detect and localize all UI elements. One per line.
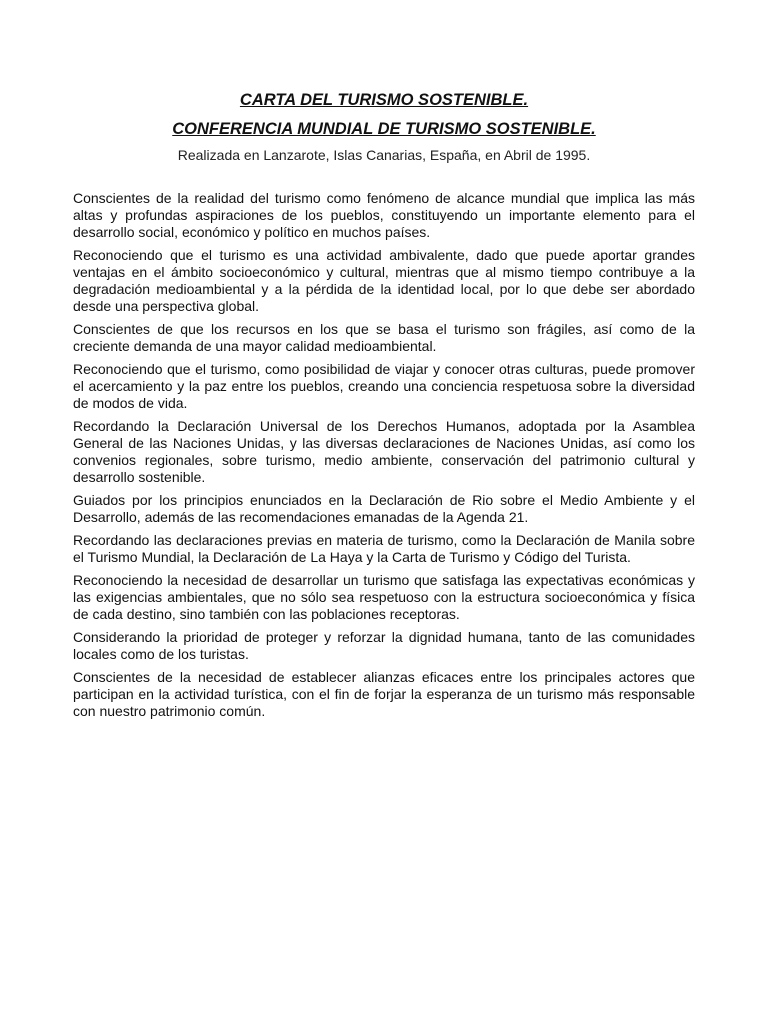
paragraph: Reconociendo que el turismo es una actividad ambivalente, dado que puede aportar grandes ventajas en el ámbito socioeconómico y cultural, mientras que al mismo tiempo contribuye a la degradación medioambiental y a la pérdida de la identidad local, por lo que debe ser abordado desde una perspectiva global. [73,247,695,314]
paragraph: Recordando las declaraciones previas en materia de turismo, como la Declaración de Manila sobre el Turismo Mundial, la Declaración de La Haya y la Carta de Turismo y Código del Turista. [73,532,695,565]
document-title: CARTA DEL TURISMO SOSTENIBLE. [239,91,529,109]
paragraph: Guiados por los principios enunciados en la Declaración de Rio sobre el Medio Ambiente y el Desarrollo, además de las recomendaciones emanadas de la Agenda 21. [73,492,695,525]
paragraph: Conscientes de que los recursos en los que se basa el turismo son frágiles, así como de la creciente demanda de una mayor calidad medioambiental. [73,321,695,354]
document-location-date: Realizada en Lanzarote, Islas Canarias, España, en Abril de 1995. [177,147,591,163]
paragraph: Conscientes de la necesidad de establecer alianzas eficaces entre los principales actores que participan en la actividad turística, con el fin de forjar la esperanza de un turismo más responsable con nuestro patrimonio común. [73,669,695,719]
paragraph: Recordando la Declaración Universal de los Derechos Humanos, adoptada por la Asamblea General de las Naciones Unidas, y las diversas declaraciones de Naciones Unidas, así como los convenios regionales, sobre turismo, medio ambiente, conservación del patrimonio cultural y desarrollo sostenible. [73,418,695,485]
document-body [73,190,695,726]
paragraph: Reconociendo la necesidad de desarrollar un turismo que satisfaga las expectativas económicas y las exigencias ambientales, que no sólo sea respetuoso con la estructura socioeconómica y física de cada destino, sino también con las poblaciones receptoras. [73,572,695,622]
paragraph: Considerando la prioridad de proteger y reforzar la dignidad humana, tanto de las comunidades locales como de los turistas. [73,629,695,662]
paragraph: Conscientes de la realidad del turismo como fenómeno de alcance mundial que implica las más altas y profundas aspiraciones de los pueblos, constituyendo un importante elemento para el desarrollo social, económico y político en muchos países. [73,190,695,240]
paragraph: Reconociendo que el turismo, como posibilidad de viajar y conocer otras culturas, puede promover el acercamiento y la paz entre los pueblos, creando una conciencia respetuosa sobre la diversidad de modos de vida. [73,361,695,411]
document-subtitle-heading: CONFERENCIA MUNDIAL DE TURISMO SOSTENIBLE. [172,120,596,138]
